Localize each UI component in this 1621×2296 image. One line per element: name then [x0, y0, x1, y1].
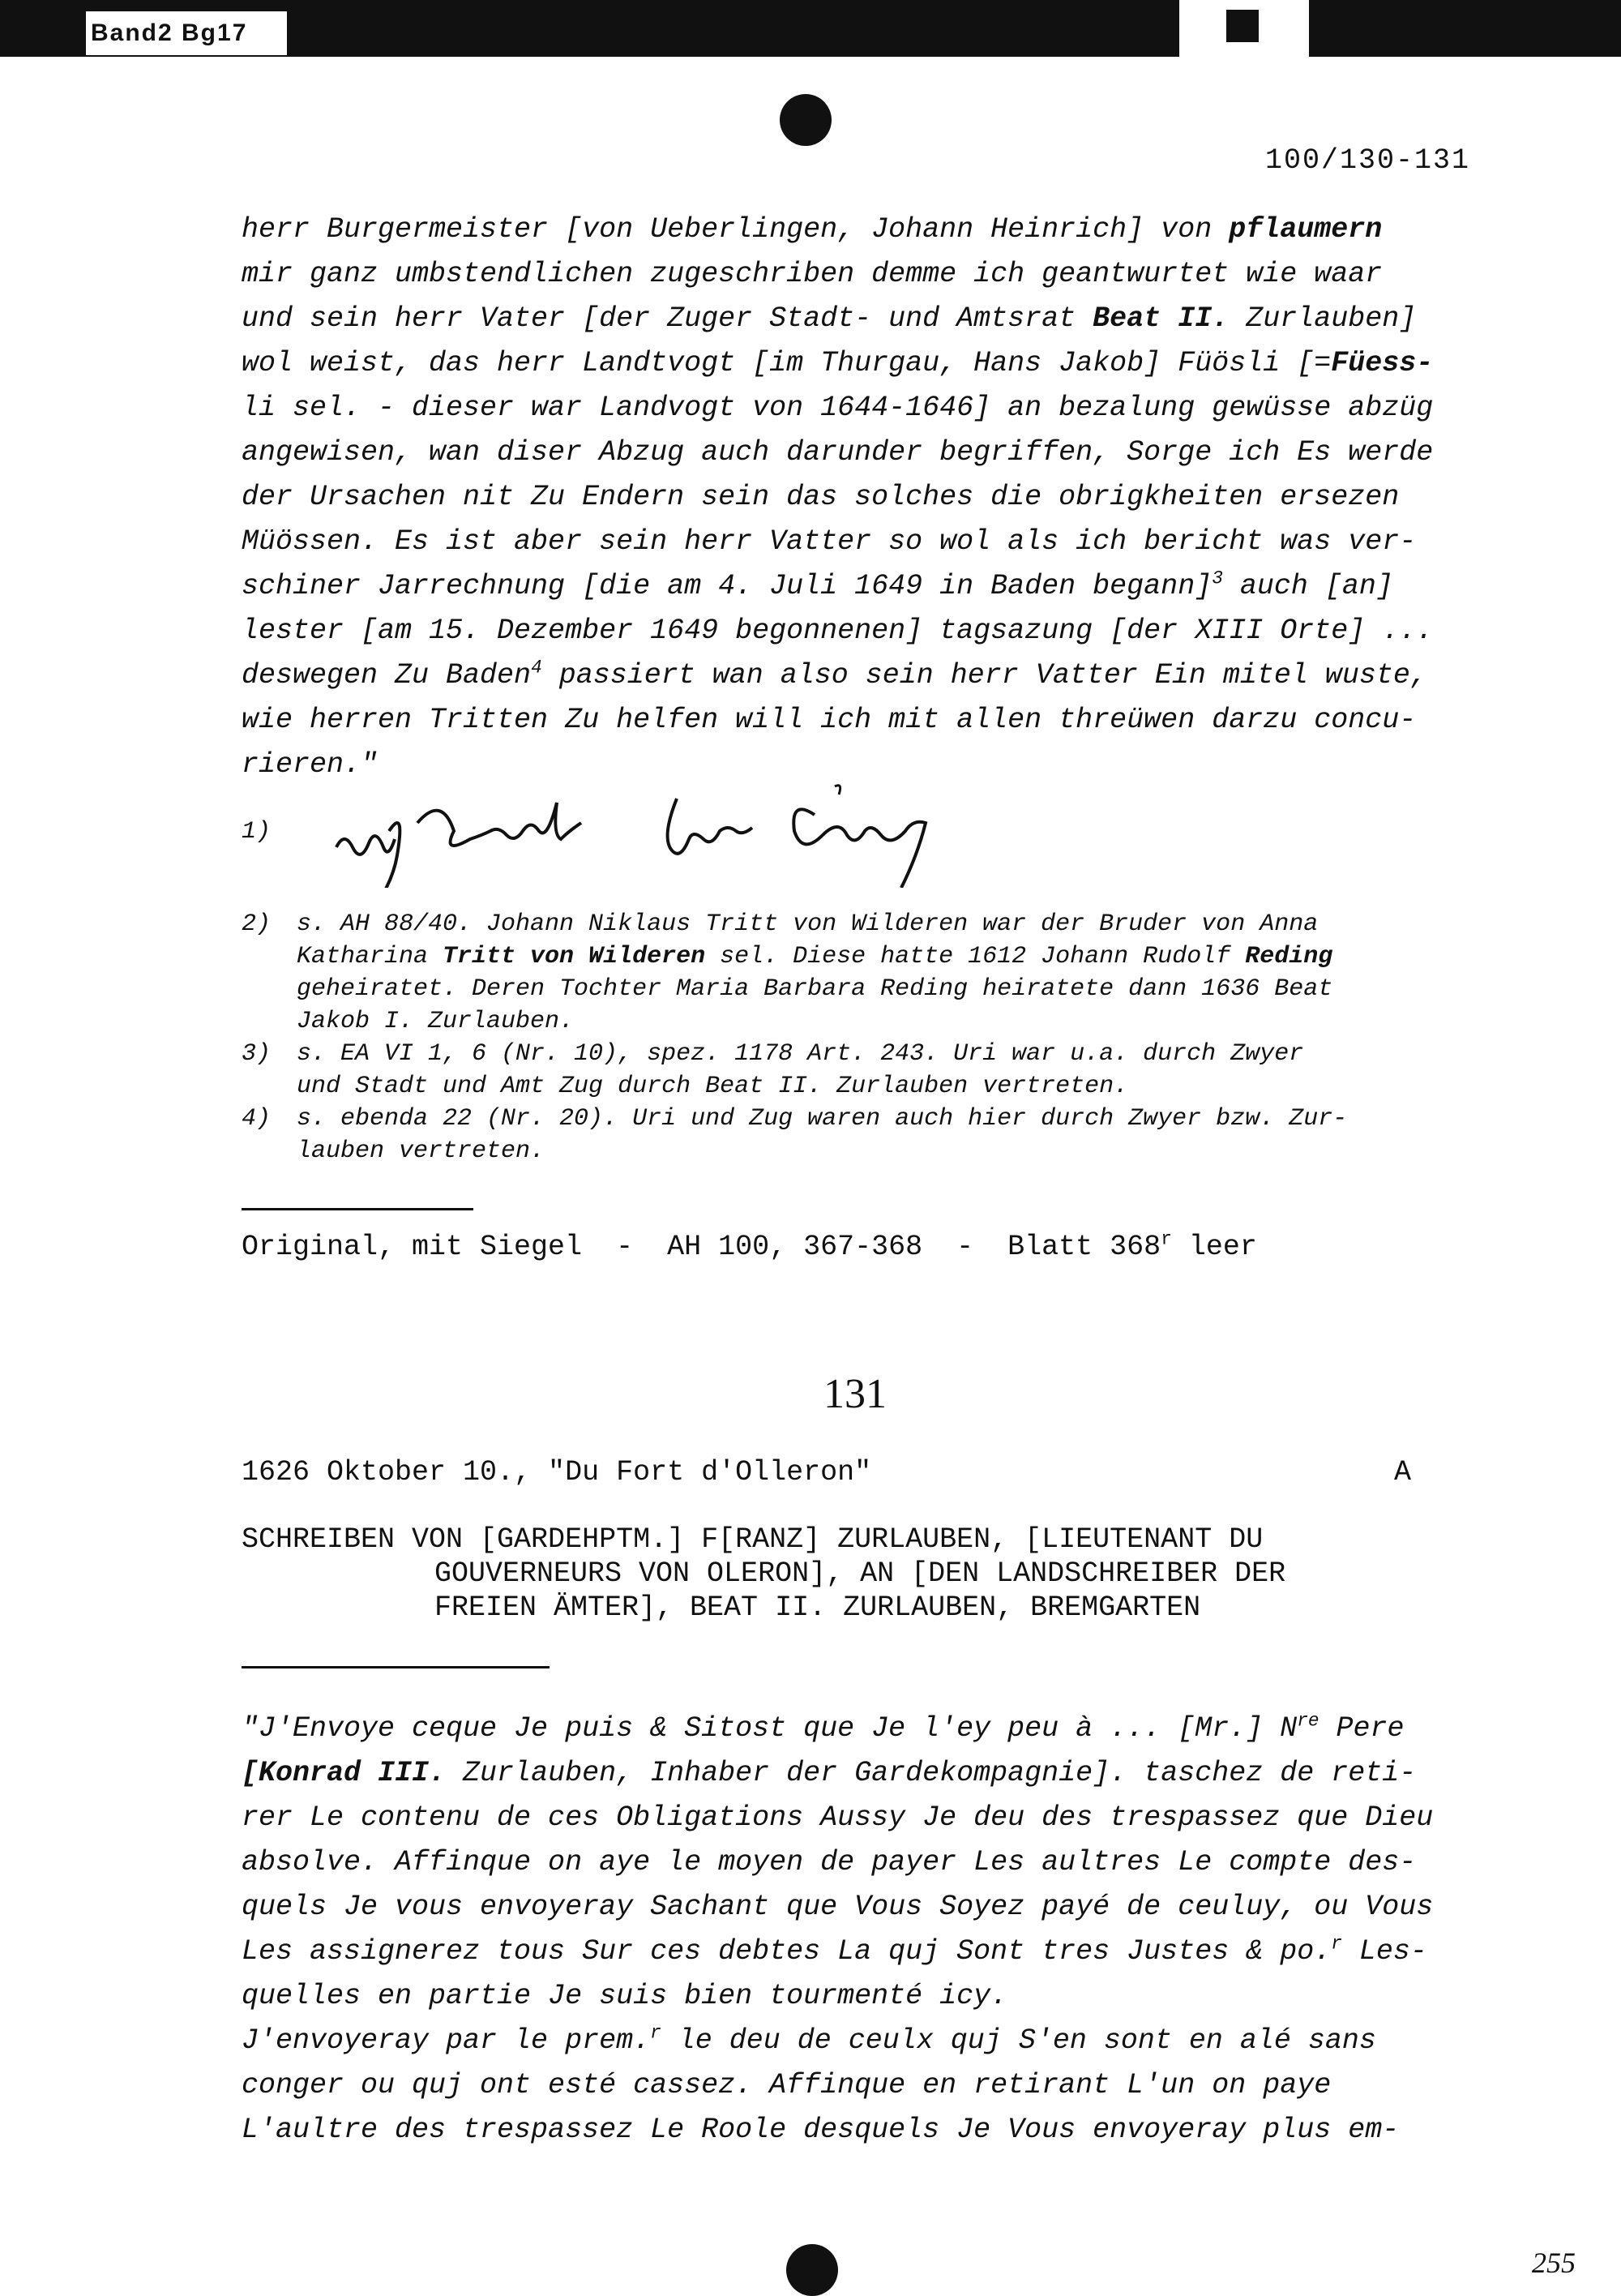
document-heading: SCHREIBEN VON [GARDEHPTM.] F[RANZ] ZURLAUBEN, [LIEUTENANT DU GOUVERNEURS VON OLERON], AN [DEN LANDSCHREIBER DER FREIEN ÄMTER], BEAT II. ZURLAUBEN, BREMGARTEN — [242, 1523, 1286, 1624]
text-line: conger ou quj ont esté cassez. Affinque en retirant L'un on paye — [242, 2069, 1332, 2101]
text-line: wol weist, das herr Landtvogt [im Thurgau, Hans Jakob] Füösli [=Füess- — [242, 347, 1434, 379]
text-line: rer Le contenu de ces Obligations Aussy Je deu des trespassez que Dieu — [242, 1801, 1434, 1834]
text-line: Les assignerez tous Sur ces debtes La quj Sont tres Justes & po.$^r$ Les- — [242, 1933, 1427, 1968]
page-reference: 100/130-131 — [1264, 144, 1470, 177]
text-line: deswegen Zu Baden$^4$ passiert wan also sein herr Vatter Ein mitel wuste, — [242, 657, 1427, 692]
text-line: der Ursachen nit Zu Endern sein das solches die obrigkheiten ersezen — [242, 481, 1400, 513]
text-line: angewisen, wan diser Abzug auch darunder begriffen, Sorge ich Es werde — [242, 436, 1434, 469]
footnote-2: 2) s. AH 88/40. Johann Niklaus Tritt von Wilderen war der Bruder von Anna Katharina Tritt von Wilderen sel. Diese hatte 1612 Johann Rudolf Reding geheiratet. Deren Tochter Maria Barbara Reding heiratete dann 1636 Beat Jakob I. Zurlauben. — [242, 910, 1333, 1035]
text-line: Müössen. Es ist aber sein herr Vatter so wol als ich bericht was ver- — [242, 525, 1417, 558]
text-line: quels Je vous envoyeray Sachant que Vous Soyez payé de ceuluy, ou Vous — [242, 1891, 1434, 1923]
source-line: Original, mit Siegel - AH 100, 367-368 - Blatt 368$^r$ leer — [242, 1228, 1257, 1263]
document-marker: A — [1394, 1456, 1412, 1489]
punch-hole-bottom — [786, 2244, 838, 2296]
text-line: L'aultre des trespassez Le Roole desquels Je Vous envoyeray plus em- — [242, 2114, 1400, 2146]
text-line: schiner Jarrechnung [die am 4. Juli 1649 in Baden begann]$^3$ auch [an] — [242, 568, 1393, 602]
text-line: und sein herr Vater [der Zuger Stadt- und Amtsrat Beat II. Zurlauben] — [242, 302, 1417, 335]
document-date: 1626 Oktober 10., "Du Fort d'Olleron" — [242, 1456, 872, 1489]
registration-square — [1226, 10, 1259, 42]
text-line: wie herren Tritten Zu helfen will ich mit allen threüwen darzu concu- — [242, 704, 1417, 736]
punch-hole-top — [780, 94, 832, 146]
text-line: J'envoyeray par le prem.$^r$ le deu de ceulx quj S'en sont en alé sans — [242, 2022, 1376, 2057]
footnote-3: 3) s. EA VI 1, 6 (Nr. 10), spez. 1178 Art. 243. Uri war u.a. durch Zwyer und Stadt und Amt Zug durch Beat II. Zurlauben vertreten. — [242, 1040, 1304, 1100]
divider-rule — [242, 1666, 550, 1668]
text-line: [Konrad III. Zurlauben, Inhaber der Gardekompagnie]. taschez de reti- — [242, 1757, 1417, 1789]
sheet-label: Band2 Bg17 — [86, 11, 287, 55]
text-line: herr Burgermeister [von Ueberlingen, Johann Heinrich] von pflaumern — [242, 213, 1383, 246]
letter-131-text — [242, 1707, 1473, 2152]
text-line: absolve. Affinque on aye le moyen de payer Les aultres Le compte des- — [242, 1846, 1417, 1878]
footnote-4: 4) s. ebenda 22 (Nr. 20). Uri und Zug waren auch hier durch Zwyer bzw. Zur- lauben vertreten. — [242, 1105, 1348, 1165]
letter-130-text — [242, 208, 1473, 787]
handwritten-page-number: 255 — [1532, 2247, 1576, 2279]
text-line: rieren." — [242, 748, 379, 781]
text-line: "J'Envoye ceque Je puis & Sitost que Je l'ey peu à ... [Mr.] $N^{re}$ Pere — [242, 1710, 1405, 1745]
text-line: quelles en partie Je suis bien tourmenté icy. — [242, 1980, 1008, 2012]
text-line: li sel. - dieser war Landvogt von 1644-1646] an bezalung gewüsse abzüg — [242, 392, 1434, 424]
text-line: lester [am 15. Dezember 1649 begonnenen] tagsazung [der XIII Orte] ... — [242, 615, 1434, 647]
document-number: 131 — [823, 1371, 887, 1417]
divider-rule — [242, 1208, 473, 1210]
text-line: mir ganz umbstendlichen zugeschriben demme ich geantwurtet wie waar — [242, 258, 1383, 290]
top-scan-band — [0, 0, 1621, 57]
handwriting-signature — [328, 782, 1025, 888]
